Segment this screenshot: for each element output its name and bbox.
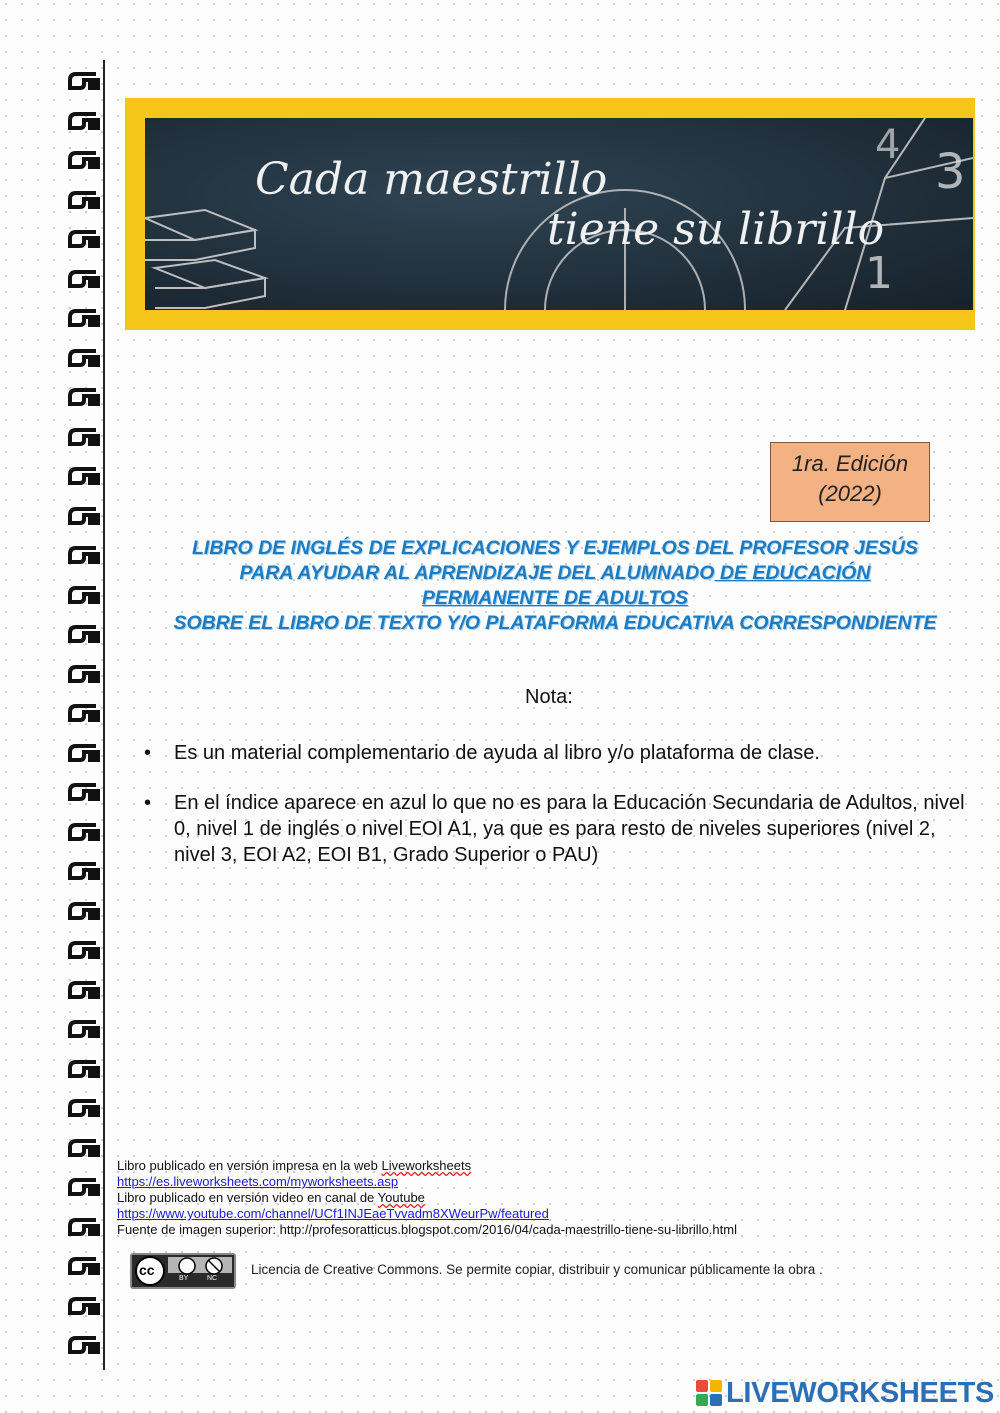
youtube-channel-link[interactable]: https://www.youtube.com/channel/UCf1INJEaeTvvadm8XWeurPw/featured — [117, 1206, 549, 1221]
spiral-coil — [66, 110, 102, 132]
list-item — [140, 790, 970, 868]
spiral-coil — [66, 900, 102, 922]
spiral-coil — [66, 781, 102, 803]
title-line-4: SOBRE EL LIBRO DE TEXTO Y/O PLATAFORMA EDUCATIVA CORRESPONDIENTE — [173, 612, 937, 634]
liveworksheets-logo[interactable] — [696, 1378, 994, 1408]
edition-year: (2022) — [818, 481, 882, 506]
book-title — [110, 536, 1000, 636]
spiral-coil — [66, 939, 102, 961]
bullet-text: Es un material complementario de ayuda al libro y/o plataforma de clase. — [174, 742, 820, 764]
spiral-coil — [66, 70, 102, 92]
spiral-coil — [66, 860, 102, 882]
bullet-icon: • — [144, 742, 152, 764]
note-heading: Nota: — [525, 686, 573, 708]
spiral-coil — [66, 268, 102, 290]
spiral-coil — [66, 1334, 102, 1356]
chalkboard-image — [145, 118, 973, 310]
spiral-coil — [66, 702, 102, 724]
spiral-coil — [66, 426, 102, 448]
spiral-coil — [66, 979, 102, 1001]
cc-by-label: BY — [179, 1275, 189, 1282]
creative-commons-badge[interactable] — [130, 1253, 236, 1289]
note-bullet-list — [140, 740, 970, 892]
list-item — [140, 740, 970, 766]
youtube-word: Youtube — [377, 1190, 425, 1205]
spiral-coil — [66, 307, 102, 329]
spiral-coil — [66, 1097, 102, 1119]
title-line-3: PERMANENTE DE ADULTOS — [421, 587, 689, 609]
spiral-coil — [66, 1295, 102, 1317]
spiral-coil — [66, 1255, 102, 1277]
spiral-coil — [66, 189, 102, 211]
edition-label: 1ra. Edición — [791, 451, 909, 476]
credits-block — [117, 1158, 737, 1238]
title-line-2a: PARA AYUDAR AL APRENDIZAJE DEL ALUMNADO — [239, 562, 715, 584]
spiral-coil — [66, 465, 102, 487]
banner-title-line2: tiene su librillo — [547, 204, 885, 255]
spiral-coil — [66, 742, 102, 764]
svg-text:3: 3 — [935, 144, 966, 200]
svg-text:1: 1 — [865, 248, 893, 299]
spiral-coil — [66, 1018, 102, 1040]
header-banner — [125, 98, 975, 330]
spiral-coil — [66, 623, 102, 645]
cc-symbol: cc — [139, 1262, 155, 1278]
bullet-text: En el índice aparece en azul lo que no es para la Educación Secundaria de Adultos, nivel 0, nivel 1 de inglés o nivel EOI A1, ya que es para resto de niveles superiores (nivel 2, nivel 3, EOI A2, EOI B1, Grado Superior o PAU) — [174, 792, 965, 866]
credits-text: Libro publicado en versión video en canal de — [117, 1190, 378, 1205]
license-text: Licencia de Creative Commons. Se permite copiar, distribuir y comunicar públicamente la obra . — [251, 1262, 823, 1277]
spiral-coil — [66, 821, 102, 843]
spiral-coil — [66, 1216, 102, 1238]
spiral-coil — [66, 663, 102, 685]
logo-text: LIVEWORKSHEETS — [726, 1376, 995, 1409]
liveworksheets-word: Liveworksheets — [381, 1158, 472, 1173]
spiral-coil — [66, 149, 102, 171]
spiral-coil — [66, 505, 102, 527]
spiral-coil — [66, 1137, 102, 1159]
edition-box — [770, 442, 930, 522]
spiral-coil — [66, 1176, 102, 1198]
spiral-coil — [66, 544, 102, 566]
spiral-coil — [66, 1058, 102, 1080]
spiral-coil — [66, 386, 102, 408]
credits-line-1 — [117, 1158, 737, 1174]
banner-title-line1: Cada maestrillo — [255, 154, 608, 205]
credits-text: Libro publicado en versión impresa en la web — [117, 1158, 382, 1173]
bullet-icon: • — [144, 792, 152, 814]
liveworksheets-link[interactable]: https://es.liveworksheets.com/myworksheets.asp — [117, 1174, 399, 1189]
spiral-coil — [66, 584, 102, 606]
spiral-coil — [66, 228, 102, 250]
credits-line-3 — [117, 1190, 737, 1206]
svg-text:4: 4 — [875, 122, 901, 168]
title-line-1: LIBRO DE INGLÉS DE EXPLICACIONES Y EJEMPLOS DEL PROFESOR JESÚS — [192, 537, 918, 559]
spiral-coil — [66, 347, 102, 369]
cc-nc-label: NC — [207, 1275, 218, 1282]
spiral-binding — [66, 70, 106, 1370]
logo-blocks-icon — [696, 1380, 722, 1406]
image-source-line: Fuente de imagen superior: http://profesoratticus.blogspot.com/2016/04/cada-maestrillo-tiene-su-librillo.html — [117, 1222, 737, 1237]
title-line-2b: DE EDUCACIÓN — [714, 562, 871, 584]
title-line-2 — [110, 561, 1000, 586]
